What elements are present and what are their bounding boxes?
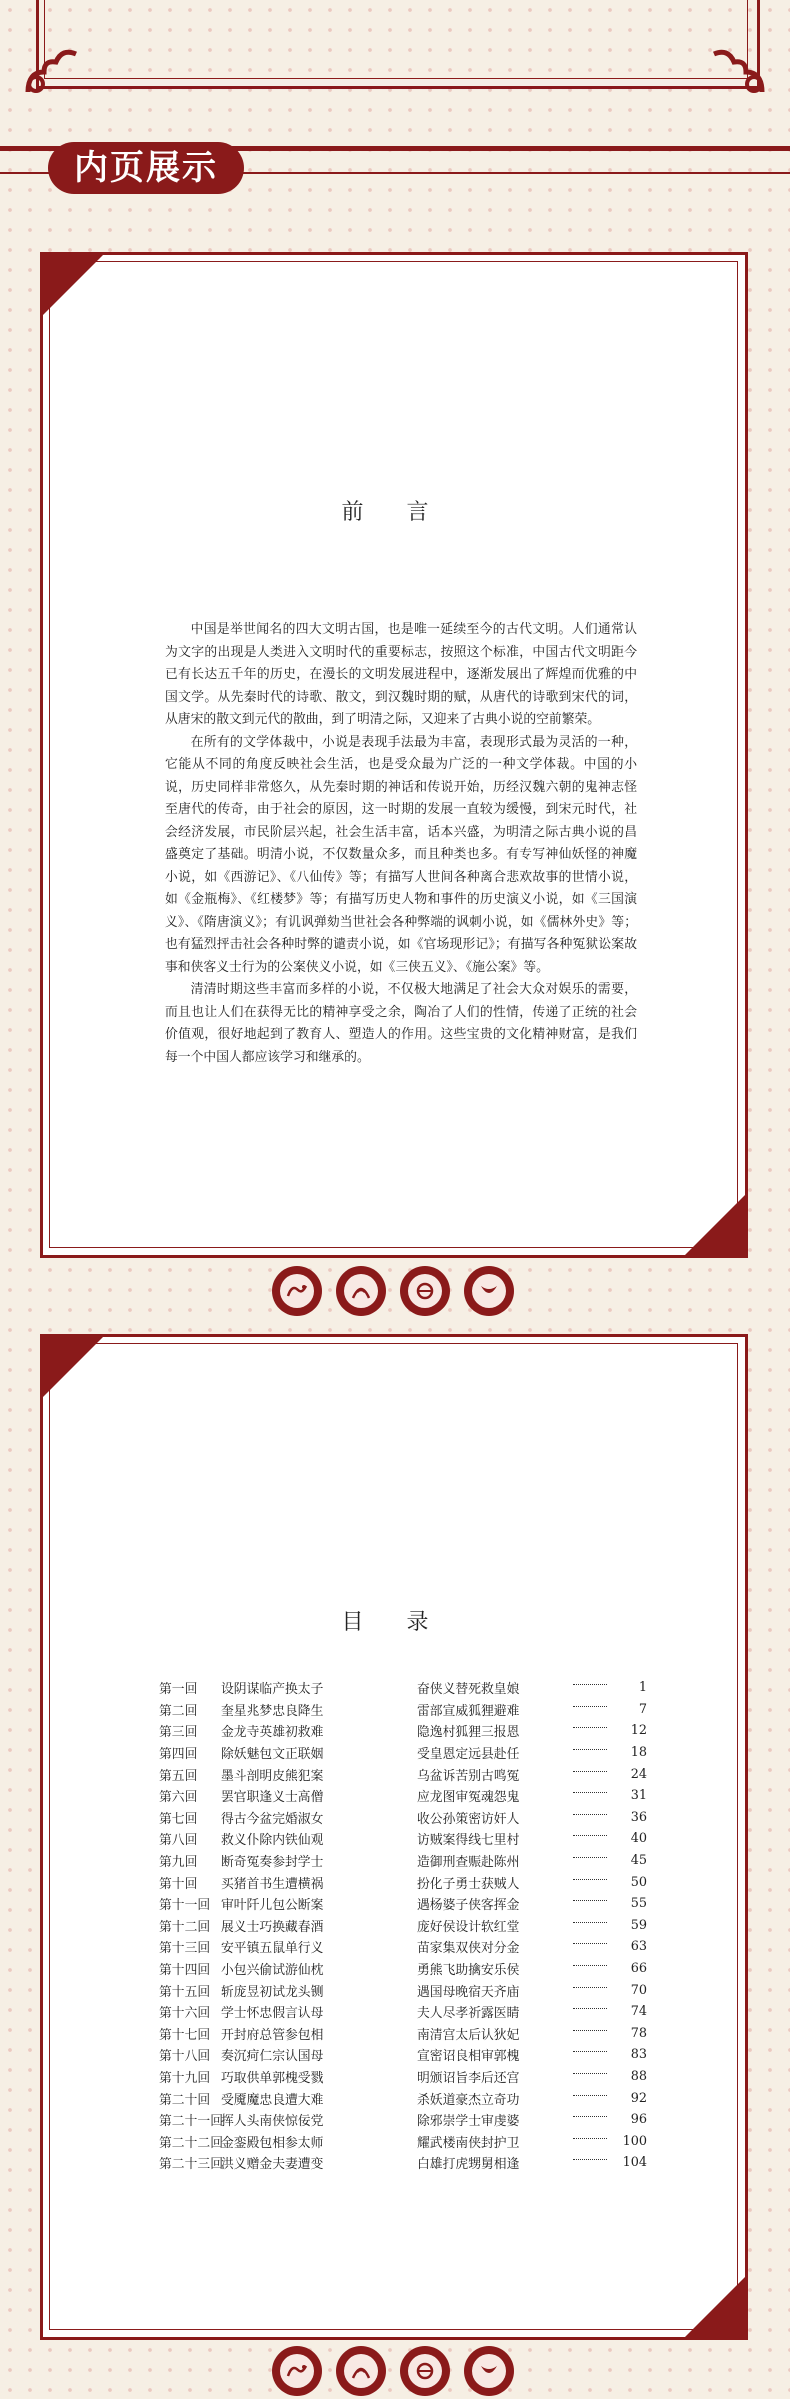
toc-page-number: 31 xyxy=(630,1788,647,1804)
toc-title-part-two: 遇杨婆子侠客挥金 xyxy=(417,1898,520,1914)
toc-page-number: 50 xyxy=(630,1874,647,1890)
toc-title-part-two: 收公孙策密访奸人 xyxy=(417,1811,520,1827)
toc-title-part-one: 审叶阡儿包公断案 xyxy=(221,1898,324,1914)
toc-page-number: 78 xyxy=(630,2025,647,2041)
lion-medallion-icon xyxy=(464,2346,514,2396)
toc-title-part-one: 学士怀忠假言认母 xyxy=(221,2006,324,2022)
toc-page-number: 83 xyxy=(630,2047,647,2063)
toc-entry[interactable] xyxy=(159,1699,647,1721)
toc-list xyxy=(159,1677,647,2174)
crane-medallion-icon xyxy=(400,2346,450,2396)
toc-leader-dots xyxy=(573,1771,607,1772)
toc-chapter-number: 第十回 xyxy=(159,1876,198,1892)
toc-chapter-number: 第二回 xyxy=(159,1703,198,1719)
toc-leader-dots xyxy=(573,1987,607,1988)
toc-title-part-one: 罢官职逢义士高僧 xyxy=(221,1790,324,1806)
toc-entry[interactable] xyxy=(159,1763,647,1785)
toc-leader-dots xyxy=(573,1792,607,1793)
toc-chapter-number: 第七回 xyxy=(159,1811,198,1827)
toc-title-part-two: 庞好侯设计软红堂 xyxy=(417,1919,520,1935)
toc-entry[interactable] xyxy=(159,1850,647,1872)
toc-entry[interactable] xyxy=(159,1979,647,2001)
toc-title-part-two: 宣密诏良相审郭槐 xyxy=(417,2049,520,2065)
toc-title-part-two: 应龙图审冤魂怨鬼 xyxy=(417,1790,520,1806)
toc-leader-dots xyxy=(573,2138,607,2139)
cloud-corner-right-icon xyxy=(708,42,768,102)
toc-title-part-one: 除妖魅包文正联姻 xyxy=(221,1747,324,1763)
toc-entry[interactable] xyxy=(159,2023,647,2045)
toc-leader-dots xyxy=(573,1965,607,1966)
toc-leader-dots xyxy=(573,1900,607,1901)
toc-page-number: 96 xyxy=(630,2112,647,2128)
toc-chapter-number: 第三回 xyxy=(159,1725,198,1741)
preface-page-panel xyxy=(40,252,748,1258)
toc-chapter-number: 第八回 xyxy=(159,1833,198,1849)
toc-title-part-one: 洪义赠金夫妻遭变 xyxy=(221,2157,324,2173)
toc-title-part-two: 遇国母晚宿天齐庙 xyxy=(417,1984,520,2000)
toc-chapter-number: 第十七回 xyxy=(159,2027,211,2043)
top-frame-inner-border xyxy=(44,0,748,79)
toc-entry[interactable] xyxy=(159,2087,647,2109)
toc-title-part-two: 勇熊飞助擒安乐侯 xyxy=(417,1963,520,1979)
toc-entry[interactable] xyxy=(159,2001,647,2023)
toc-page-number: 45 xyxy=(630,1853,647,1869)
toc-title-part-two: 造御刑查赈赴陈州 xyxy=(417,1855,520,1871)
toc-title-part-one: 开封府总管参包相 xyxy=(221,2027,324,2043)
toc-page-number: 66 xyxy=(630,1961,647,1977)
toc-title-part-one: 斩庞昱初试龙头铡 xyxy=(221,1984,324,2000)
toc-page-number: 63 xyxy=(630,1939,647,1955)
toc-leader-dots xyxy=(573,2159,607,2160)
toc-title-part-two: 奋侠义替死救皇娘 xyxy=(417,1682,520,1698)
toc-chapter-number: 第十四回 xyxy=(159,1963,211,1979)
toc-chapter-number: 第十二回 xyxy=(159,1919,211,1935)
toc-leader-dots xyxy=(573,1879,607,1880)
toc-title-part-two: 雷部宣威狐狸避难 xyxy=(417,1703,520,1719)
toc-chapter-number: 第二十回 xyxy=(159,2092,211,2108)
toc-title-part-one: 挥人头南侠惊佞党 xyxy=(221,2114,324,2130)
preface-body xyxy=(165,619,637,1069)
toc-leader-dots xyxy=(573,2030,607,2031)
toc-leader-dots xyxy=(573,1749,607,1750)
preface-title: 前 言 xyxy=(341,500,447,525)
toc-leader-dots xyxy=(573,1835,607,1836)
toc-entry[interactable] xyxy=(159,1936,647,1958)
phoenix-medallion-icon xyxy=(336,1266,386,1316)
toc-entry[interactable] xyxy=(159,1807,647,1829)
toc-leader-dots xyxy=(573,1727,607,1728)
toc-title-part-one: 小包兴偷试游仙枕 xyxy=(221,1963,324,1979)
toc-entry[interactable] xyxy=(159,1871,647,1893)
toc-chapter-number: 第一回 xyxy=(159,1682,198,1698)
toc-chapter-number: 第九回 xyxy=(159,1855,198,1871)
toc-title-part-two: 隐逸村狐狸三报恩 xyxy=(417,1725,520,1741)
toc-entry[interactable] xyxy=(159,1915,647,1937)
toc-title-part-two: 乌盆诉苦别古鸣冤 xyxy=(417,1768,520,1784)
toc-title-part-one: 金龙寺英雄初救难 xyxy=(221,1725,324,1741)
toc-chapter-number: 第四回 xyxy=(159,1747,198,1763)
toc-title-part-two: 南清宫太后认狄妃 xyxy=(417,2027,520,2043)
toc-page-number: 88 xyxy=(630,2068,647,2084)
toc-page-number: 18 xyxy=(630,1745,647,1761)
dragon-medallion-icon xyxy=(272,1266,322,1316)
toc-entry[interactable] xyxy=(159,2044,647,2066)
toc-leader-dots xyxy=(573,1943,607,1944)
toc-page-number: 12 xyxy=(630,1723,647,1739)
toc-leader-dots xyxy=(573,1814,607,1815)
toc-chapter-number: 第二十二回 xyxy=(159,2135,223,2151)
toc-title-part-one: 受魇魔忠良遭大难 xyxy=(221,2092,324,2108)
toc-entry[interactable] xyxy=(159,1677,647,1699)
toc-entry[interactable] xyxy=(159,1785,647,1807)
toc-page-number: 92 xyxy=(630,2090,647,2106)
preface-paragraph: 清清时期这些丰富而多样的小说，不仅极大地满足了社会大众对娱乐的需要，而且也让人们在获得无比的精神享受之余，陶冶了人们的性情，传递了正统的社会价值观，很好地起到了教育人、塑造人的作用。这些宝贵的文化精神财富，是我们每一个中国人都应该学习和继承的。 xyxy=(165,982,637,1065)
toc-title-part-one: 救义仆除内铁仙观 xyxy=(221,1833,324,1849)
toc-chapter-number: 第十八回 xyxy=(159,2049,211,2065)
toc-page-number: 104 xyxy=(622,2155,647,2171)
toc-page-number: 7 xyxy=(638,1701,647,1717)
toc-title-part-two: 杀妖道豪杰立奇功 xyxy=(417,2092,520,2108)
toc-title-part-two: 明颁诏旨李后还宫 xyxy=(417,2070,520,2086)
dragon-medallion-icon xyxy=(272,2346,322,2396)
cloud-corner-left-icon xyxy=(22,42,82,102)
toc-page-number: 36 xyxy=(630,1809,647,1825)
toc-title-part-one: 墨斗剖明皮熊犯案 xyxy=(221,1768,324,1784)
toc-title-part-two: 夫人尽孝祈露医睛 xyxy=(417,2006,520,2022)
toc-chapter-number: 第十九回 xyxy=(159,2070,211,2086)
toc-title-part-one: 金銮殿包相参太师 xyxy=(221,2135,324,2151)
toc-leader-dots xyxy=(573,2095,607,2096)
toc-leader-dots xyxy=(573,2008,607,2009)
toc-chapter-number: 第十六回 xyxy=(159,2006,211,2022)
toc-chapter-number: 第五回 xyxy=(159,1768,198,1784)
toc-title-part-two: 扮化子勇士获贼人 xyxy=(417,1876,520,1892)
toc-entry[interactable] xyxy=(159,2066,647,2088)
toc-title-part-two: 白雄打虎甥舅相逢 xyxy=(417,2157,520,2173)
toc-chapter-number: 第二十三回 xyxy=(159,2157,223,2173)
toc-entry[interactable] xyxy=(159,1893,647,1915)
section-header-label: 内页展示 xyxy=(48,142,244,194)
toc-leader-dots xyxy=(573,2116,607,2117)
toc-page-panel xyxy=(40,1334,748,2340)
toc-chapter-number: 第十五回 xyxy=(159,1984,211,2000)
toc-title: 目 录 xyxy=(341,1610,447,1635)
toc-entry[interactable] xyxy=(159,2130,647,2152)
toc-page-number: 1 xyxy=(638,1680,647,1696)
preface-paragraph: 中国是举世闻名的四大文明古国，也是唯一延续至今的古代文明。人们通常认为文字的出现是人类进入文明时代的重要标志，按照这个标准，中国古代文明距今已有长达五千年的历史，在漫长的文明发展进程中，逐渐发展出了辉煌而优雅的中国文学。从先秦时代的诗歌、散文，到汉魏时期的赋，从唐代的诗歌到宋代的词，从唐宋的散文到元代的散曲，到了明清之际，又迎来了古典小说的空前繁荣。 xyxy=(165,622,637,727)
toc-entry[interactable] xyxy=(159,2109,647,2131)
toc-title-part-one: 巧取供单郭槐受戮 xyxy=(221,2070,324,2086)
toc-chapter-number: 第十一回 xyxy=(159,1898,211,1914)
toc-title-part-one: 得古今盆完婚淑女 xyxy=(221,1811,324,1827)
toc-title-part-two: 访贼案得线七里村 xyxy=(417,1833,520,1849)
toc-page-number: 70 xyxy=(630,1982,647,1998)
toc-title-part-two: 受皇恩定远县赴任 xyxy=(417,1747,520,1763)
toc-leader-dots xyxy=(573,1922,607,1923)
preface-paragraph: 在所有的文学体裁中，小说是表现手法最为丰富，表现形式最为灵活的一种，它能从不同的角度反映社会生活，也是受众最为广泛的一种文学体裁。中国的小说，历史同样非常悠久，从先秦时期的神话和传说开始，历经汉魏六朝的鬼神志怪至唐代的传奇，由于社会的原因，这一时期的发展一直较为缓慢，到宋元时代，社会经济发展，市民阶层兴起，社会生活丰富，话本兴盛，为明清之际古典小说的昌盛奠定了基础。明清小说，不仅数量众多，而且种类也多。有专写神仙妖怪的神魔小说，如《西游记》、《八仙传》等；有描写人世间各种离合悲欢故事的世情小说，如《金瓶梅》、《红楼梦》等；有描写历史人物和事件的历史演义小说，如《三国演义》、《隋唐演义》；有讥讽弹劾当世社会各种弊端的讽刺小说，如《儒林外史》等；也有猛烈抨击社会各种时弊的谴责小说，如《官场现形记》；有描写各种冤狱讼案故事和侠客义士行为的公案侠义小说，如《三侠五义》、《施公案》等。 xyxy=(165,734,637,975)
toc-title-part-one: 奎星兆梦忠良降生 xyxy=(221,1703,324,1719)
toc-title-part-two: 除邪崇学士审虔婆 xyxy=(417,2114,520,2130)
toc-title-part-one: 买猪首书生遭横祸 xyxy=(221,1876,324,1892)
toc-title-part-one: 展义士巧换藏春酒 xyxy=(221,1919,324,1935)
toc-entry[interactable] xyxy=(159,1742,647,1764)
toc-title-part-one: 设阴谋临产换太子 xyxy=(221,1682,324,1698)
toc-page-number: 40 xyxy=(630,1831,647,1847)
toc-chapter-number: 第二十一回 xyxy=(159,2114,223,2130)
lion-medallion-icon xyxy=(464,1266,514,1316)
toc-chapter-number: 第六回 xyxy=(159,1790,198,1806)
phoenix-medallion-icon xyxy=(336,2346,386,2396)
toc-title-part-one: 断奇冤奏参封学士 xyxy=(221,1855,324,1871)
toc-title-part-two: 耀武楼南侠封护卫 xyxy=(417,2135,520,2151)
toc-leader-dots xyxy=(573,1857,607,1858)
toc-page-number: 55 xyxy=(630,1896,647,1912)
toc-entry[interactable] xyxy=(159,1828,647,1850)
toc-leader-dots xyxy=(573,2051,607,2052)
toc-entry[interactable] xyxy=(159,2152,647,2174)
toc-chapter-number: 第十三回 xyxy=(159,1941,211,1957)
toc-title-part-one: 安平镇五鼠单行义 xyxy=(221,1941,324,1957)
toc-title-part-one: 奏沉疴仁宗认国母 xyxy=(221,2049,324,2065)
toc-entry[interactable] xyxy=(159,1720,647,1742)
toc-title-part-two: 苗家集双侠对分金 xyxy=(417,1941,520,1957)
toc-page-number: 59 xyxy=(630,1917,647,1933)
toc-page-number: 74 xyxy=(630,2004,647,2020)
medallion-row xyxy=(272,1266,514,1316)
crane-medallion-icon xyxy=(400,1266,450,1316)
toc-leader-dots xyxy=(573,2073,607,2074)
toc-page-number: 100 xyxy=(622,2133,647,2149)
medallion-row-bottom xyxy=(272,2346,514,2396)
toc-leader-dots xyxy=(573,1684,607,1685)
toc-page-number: 24 xyxy=(630,1766,647,1782)
toc-leader-dots xyxy=(573,1706,607,1707)
toc-entry[interactable] xyxy=(159,1958,647,1980)
